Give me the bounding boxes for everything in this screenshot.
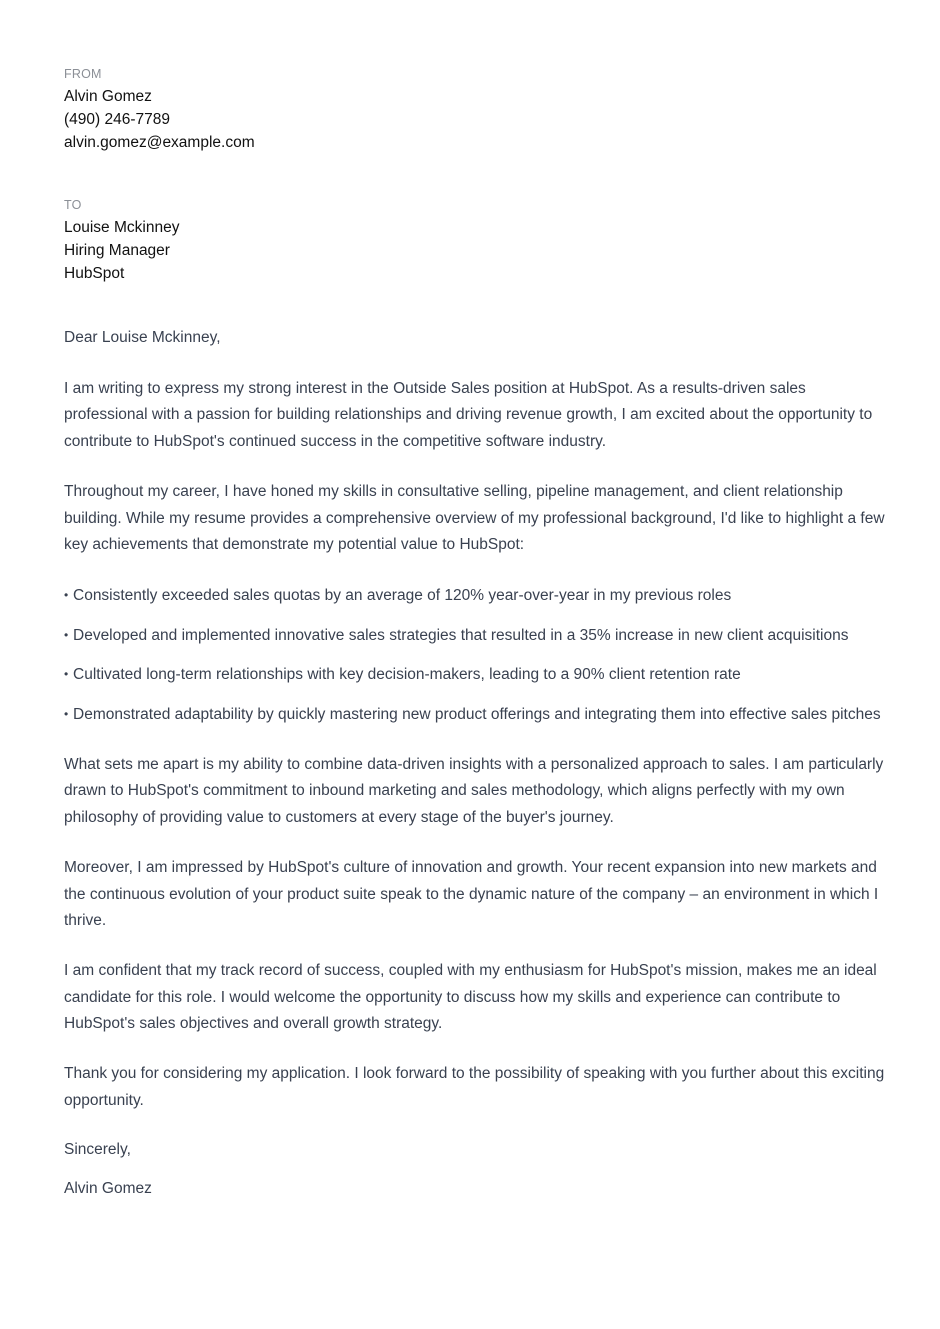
sender-phone: (490) 246-7789: [64, 111, 170, 128]
to-label: TO: [64, 198, 82, 212]
signature: Alvin Gomez: [64, 1180, 152, 1198]
bullet-icon: •: [64, 667, 69, 682]
list-item: [64, 701, 892, 729]
achievement-text: Cultivated long-term relationships with key decision-makers, leading to a 90% client retention rate: [73, 666, 741, 684]
salutation: Dear Louise Mckinney,: [64, 329, 221, 346]
cover-letter: [64, 66, 892, 1203]
paragraph-career: Throughout my career, I have honed my skills in consultative selling, pipeline management, and client relationship building. While my resume provides a comprehensive overview of my professional background, I'd like to highlight a few key achievements that demonstrate my potential value to HubSpot:: [64, 482, 885, 554]
list-item: [64, 582, 892, 610]
recipient-title: Hiring Manager: [64, 242, 170, 259]
paragraph-culture: Moreover, I am impressed by HubSpot's culture of innovation and growth. Your recent expansion into new markets and the continuous evolution of your product suite speak to the dynamic nature of the company – an environment in which I thrive.: [64, 858, 879, 930]
achievement-text: Consistently exceeded sales quotas by an average of 120% year-over-year in my previous roles: [73, 586, 732, 604]
sender-block: [64, 66, 892, 154]
list-item: [64, 661, 892, 689]
list-item: [64, 622, 892, 650]
achievements-list: [64, 582, 892, 729]
paragraph-confidence: I am confident that my track record of success, coupled with my enthusiasm for HubSpot's mission, makes me an ideal candidate for this role. I would welcome the opportunity to discuss how my skills and experience can contribute to HubSpot's sales objectives and overall growth strategy.: [64, 961, 877, 1033]
paragraph-differentiator: What sets me apart is my ability to combine data-driven insights with a personalized approach to sales. I am particularly drawn to HubSpot's commitment to inbound marketing and sales methodology, which aligns perfectly with my own philosophy of providing value to customers at every stage of the buyer's journey.: [64, 755, 884, 827]
bullet-icon: •: [64, 627, 69, 642]
achievement-text: Demonstrated adaptability by quickly mastering new product offerings and integrating them into effective sales pitches: [73, 706, 881, 724]
bullet-icon: •: [64, 707, 69, 722]
recipient-name: Louise Mckinney: [64, 219, 180, 236]
paragraph-thanks: Thank you for considering my application. I look forward to the possibility of speaking with you further about this exciting opportunity.: [64, 1065, 885, 1109]
closing: Sincerely,: [64, 1141, 131, 1159]
letter-body: [64, 325, 892, 1203]
from-label: FROM: [64, 67, 102, 81]
sender-email: alvin.gomez@example.com: [64, 134, 255, 151]
recipient-block: [64, 197, 892, 285]
sender-name: Alvin Gomez: [64, 88, 152, 105]
bullet-icon: •: [64, 587, 69, 602]
recipient-company: HubSpot: [64, 265, 125, 282]
paragraph-intro: I am writing to express my strong interest in the Outside Sales position at HubSpot. As a results-driven sales professional with a passion for building relationships and driving revenue growth, I am excited about the opportunity to contribute to HubSpot's continued success in the competitive software industry.: [64, 379, 873, 451]
achievement-text: Developed and implemented innovative sales strategies that resulted in a 35% increase in new client acquisitions: [73, 626, 849, 644]
